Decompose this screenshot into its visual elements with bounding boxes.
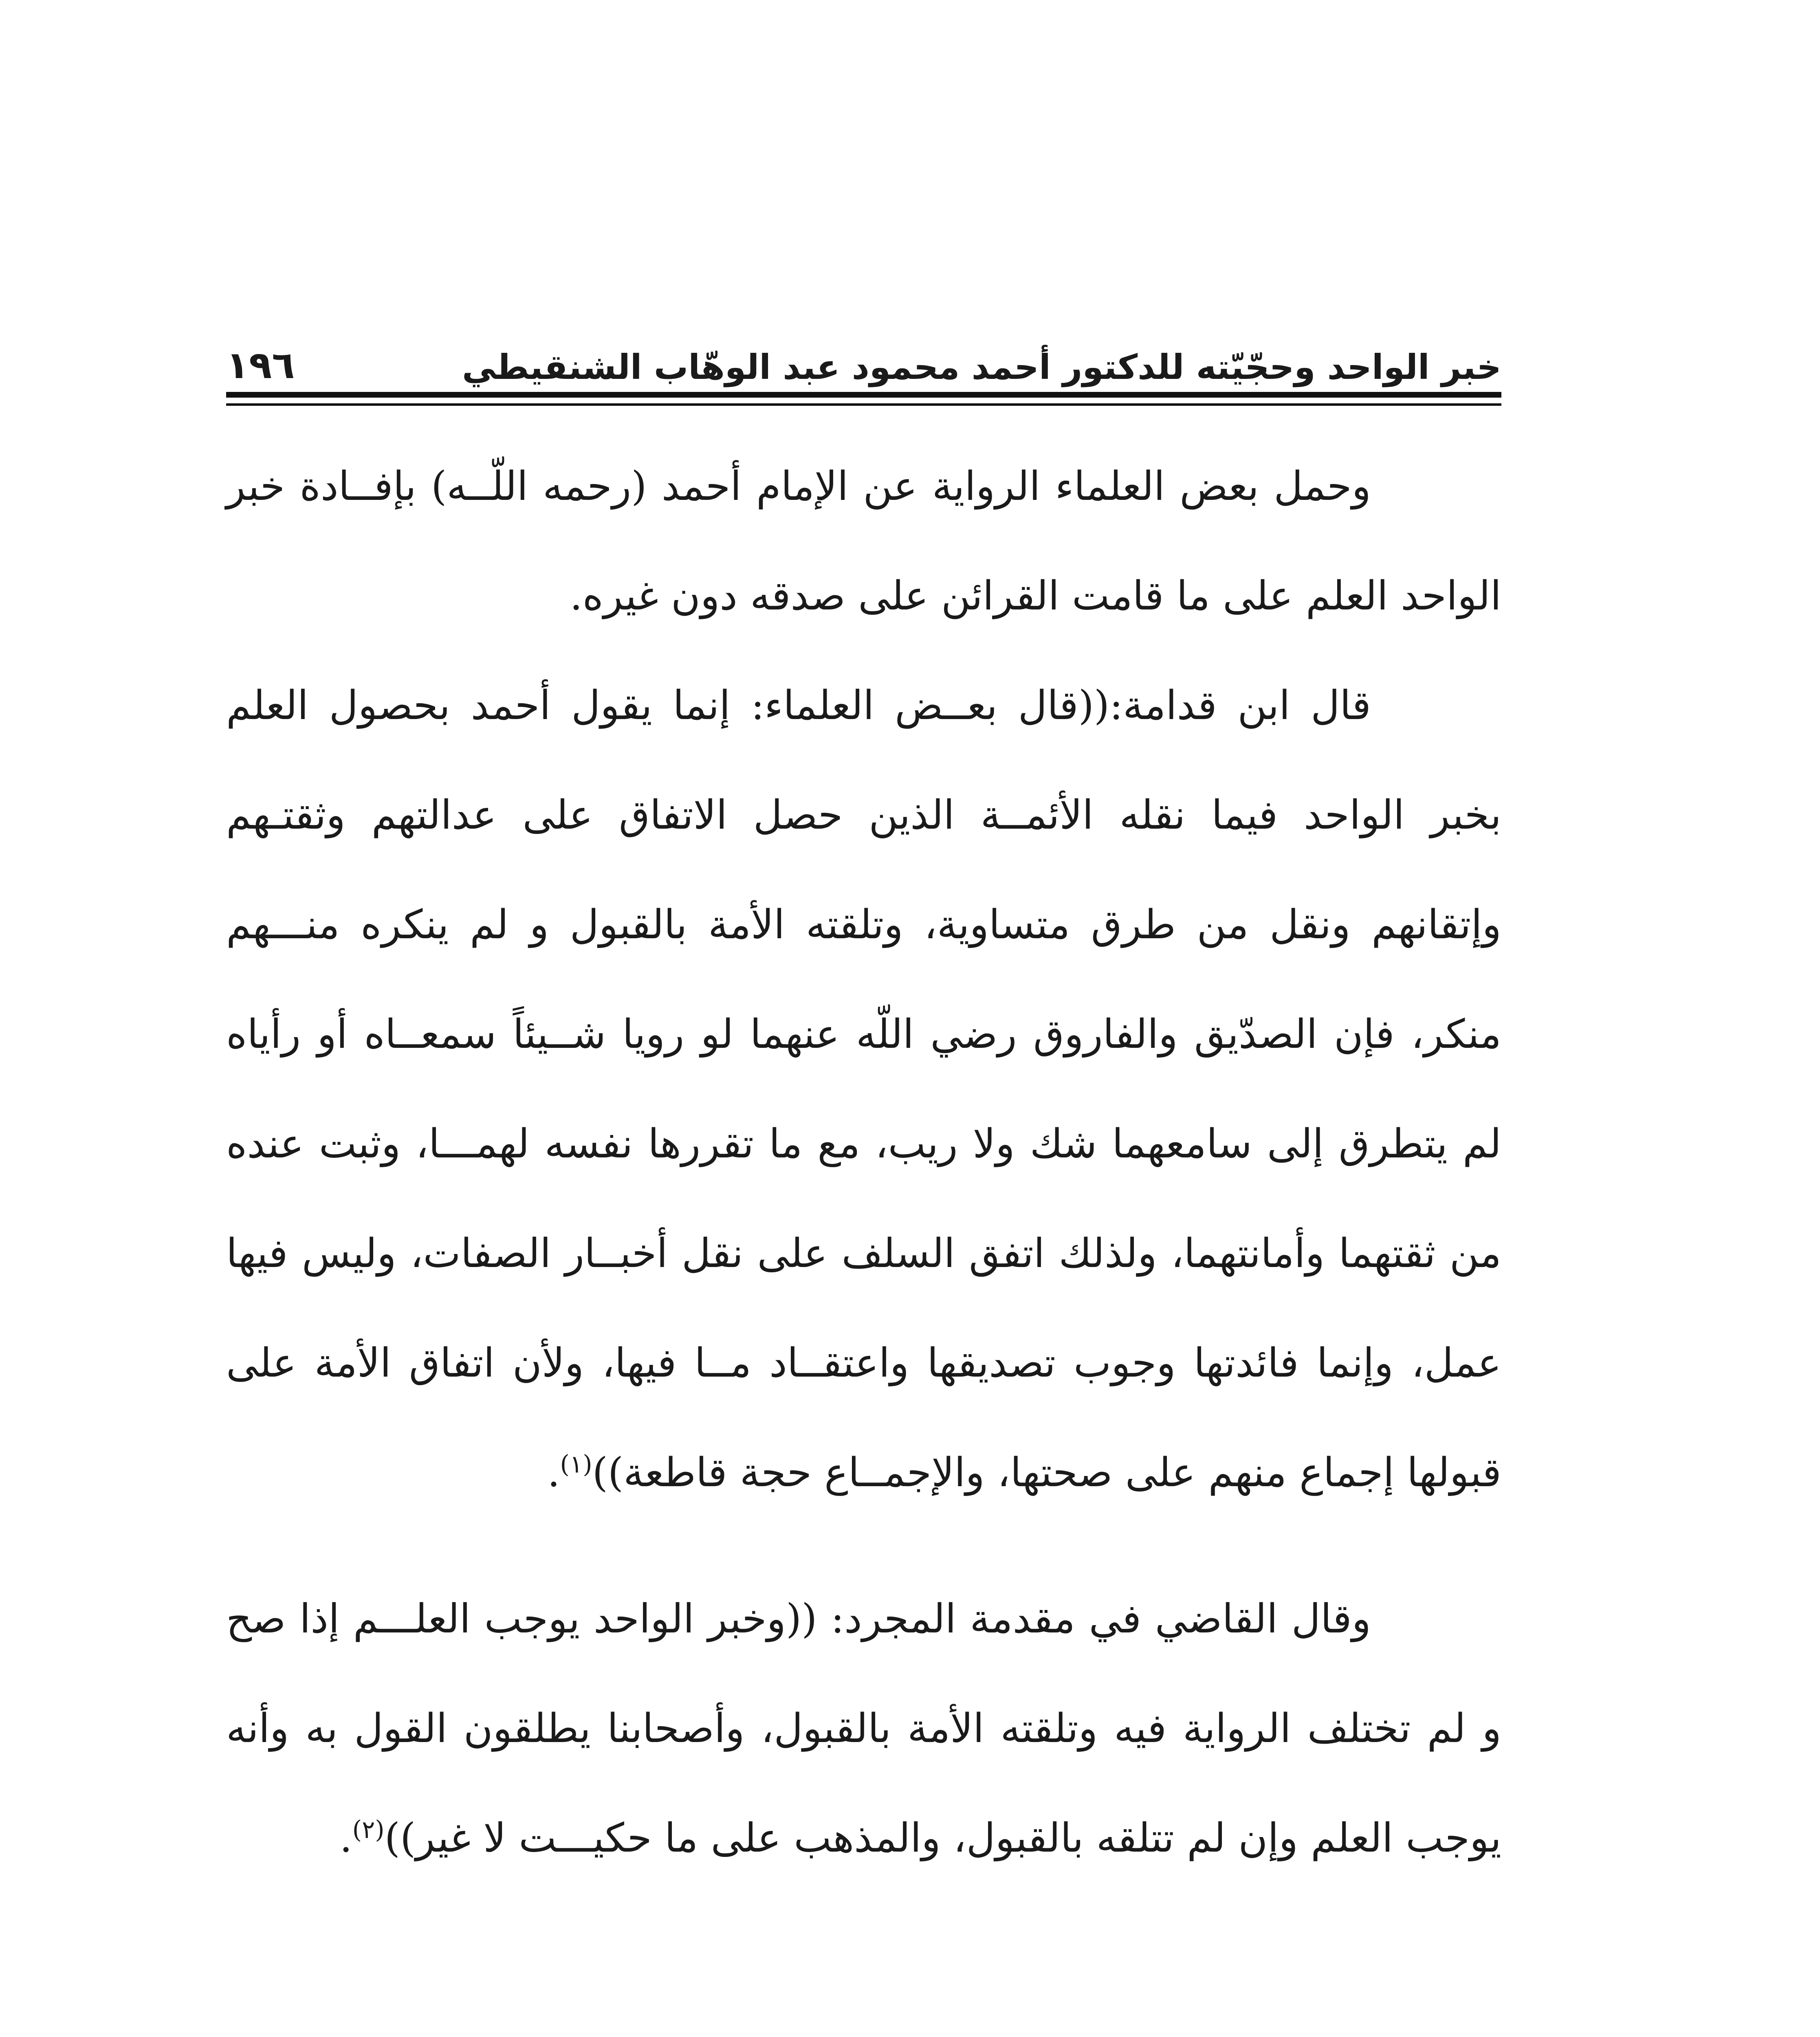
running-header xyxy=(226,318,1501,387)
paragraph-1 xyxy=(226,432,1501,651)
header-title: خبر الواحد وحجّيّته للدكتور أحمد محمود عبد الوهّاب الشنقيطي xyxy=(462,347,1501,387)
paragraph-2-text: قال ابن قدامة:((قال بعــض العلماء: إنما يقول أحمد بحصول العلم بخبر الواحد فيما نقله الأئمــة الذين حصل الاتفاق على عدالتهم وثقتـهم وإتقانهم ونقل من طرق متساوية، وتلقته الأمة بالقبول و لم ينكره منـــهم منكر، فإن الصدّيق والفاروق رضي اللّه عنهما لو رويا شــيئاً سمعــاه أو رأياه لم يتطرق إلى سامعهما شك ولا ريب، مع ما تقررها نفسه لهمـــا، وثبت عنده من ثقتهما وأمانتهما، ولذلك اتفق السلف على نقل أخبــار الصفات، وليس فيها عمل، وإنما فائدتها وجوب تصديقها واعتقــاد مــا فيها، ولأن اتفاق الأمة على قبولها إجماع منهم على صحتها، والإجمــاع حجة قاطعة)) xyxy=(226,682,1501,1496)
paragraph-1-text: وحمل بعض العلماء الرواية عن الإمام أحمد (رحمه اللّــه) بإفــادة خبر الواحد العلم على ما قامت القرائن على صدقه دون غيره. xyxy=(226,463,1501,619)
footnote-ref-1: (١) xyxy=(560,1450,592,1479)
header-rule-thick xyxy=(226,392,1501,398)
footnote-ref-2: (٢) xyxy=(352,1815,385,1844)
header-rule-thin xyxy=(226,403,1501,406)
paragraph-2-end: . xyxy=(547,1450,560,1496)
body-text xyxy=(226,432,1501,1893)
paragraph-3-end: . xyxy=(339,1815,352,1861)
paragraph-3-text: وقال القاضي في مقدمة المجرد: ((وخبر الواحد يوجب العلـــم إذا صح و لم تختلف الرواية فيه وتلقته الأمة بالقبول، وأصحابنا يطلقون القول به وأنه يوجب العلم وإن لم تتلقه بالقبول، والمذهب على ما حكيـــت لا غير)) xyxy=(226,1596,1501,1861)
page-number: ١٩٦ xyxy=(226,343,295,387)
paragraph-2 xyxy=(226,651,1501,1528)
paragraph-3 xyxy=(226,1564,1501,1893)
